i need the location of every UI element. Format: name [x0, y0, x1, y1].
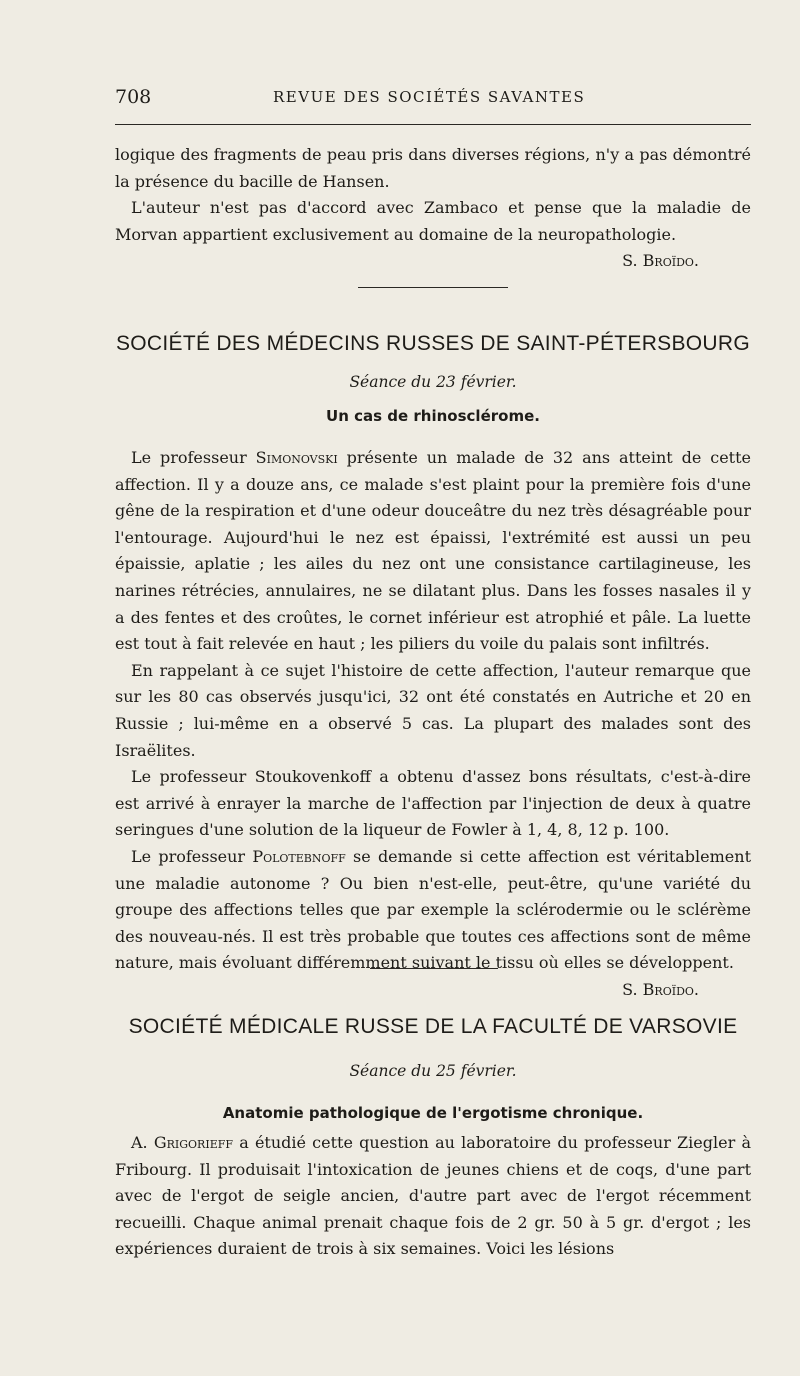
- intro-paragraph-1: logique des fragments de peau pris dans diverses régions, n'y a pas démontré la présence du bacille de Hansen.: [115, 145, 751, 191]
- section1-paragraph-2: En rappelant à ce sujet l'histoire de cette affection, l'auteur remarque que sur les 80 cas observés jusqu'ici, 32 ont été constatés en Autriche et 20 en Russie ; lui-même en a observé 5 cas. La plupart des malades sont des Israëlites.: [115, 660, 751, 760]
- section1-paragraph-1: Le professeur Simonovski présente un malade de 32 ans atteint de cette affection. Il y a douze ans, ce malade s'est plaint pour la première fois d'une gêne de la respiration et d'une odeur douceâtre du nez très désagréable pour l'entourage. Aujourd'hui le nez est épaissi, l'extrémité est aussi un peu épaissie, aplatie ; les ailes du nez ont une consistance cartilagineuse, les narines rétrécies, annulaires, ne se dilatant plus. Dans les fosses nasales il y a des fentes et des croûtes, le cornet inférieur est atrophié et pâle. La luette est tout à fait relevée en haut ; les piliers du voile du palais sont infiltrés.: [115, 448, 751, 654]
- running-title: REVUE DES SOCIÉTÉS SAVANTES: [273, 88, 586, 106]
- seance-date-1: Séance du 23 février.: [349, 373, 517, 391]
- page-header: [115, 80, 751, 116]
- author-name: A. Grigorieff: [131, 1133, 233, 1152]
- intro-text: [115, 142, 751, 275]
- seance-date-2: Séance du 25 février.: [349, 1062, 517, 1080]
- section-divider-2: [370, 968, 498, 969]
- section-divider-1: [358, 287, 508, 288]
- section1-text: [115, 445, 751, 1003]
- page-number: 708: [115, 86, 152, 108]
- society-title-2: SOCIÉTÉ MÉDICALE RUSSE DE LA FACULTÉ DE VARSOVIE: [128, 1015, 738, 1038]
- section2-text: [115, 1130, 751, 1263]
- section1-paragraph-4: Le professeur Polotebnoff se demande si cette affection est véritablement une maladie autonome ? Ou bien n'est-elle, peut-être, qu'une variété du groupe des affections telles que par exemple la sclérodermie ou le sclérème des nouveau-nés. Il est très probable que toutes ces affections sont de même nature, mais évoluant différemment suivant le tissu où elles se développent.: [115, 846, 751, 973]
- section2-paragraph-1: A. Grigorieff a étudié cette question au laboratoire du professeur Ziegler à Fribourg. Il produisait l'intoxication de jeunes chiens et de coqs, d'une part avec de l'ergot de seigle ancien, d'autre part avec de l'ergot récemment recueilli. Chaque animal prenait chaque fois de 2 gr. 50 à 5 gr. d'ergot ; les expériences duraient de trois à six semaines. Voici les lésions: [115, 1133, 751, 1259]
- section1-signature: S. Broïdo.: [622, 979, 699, 999]
- article-title-2: Anatomie pathologique de l'ergotisme chronique.: [222, 1104, 644, 1122]
- author-name: Polotebnoff: [252, 846, 346, 866]
- society-title-1: SOCIÉTÉ DES MÉDECINS RUSSES DE SAINT-PÉTERSBOURG: [115, 332, 750, 355]
- intro-signature: S. Broïdo.: [622, 251, 699, 271]
- section1-paragraph-3: Le professeur Stoukovenkoff a obtenu d'assez bons résultats, c'est-à-dire est arrivé à enrayer la marche de l'affection par l'injection de deux à quatre seringues d'une solution de la liqueur de Fowler à 1, 4, 8, 12 p. 100.: [115, 767, 751, 840]
- header-rule: [115, 124, 751, 125]
- article-title-1: Un cas de rhinosclérome.: [326, 407, 540, 425]
- author-name: Simonovski: [255, 448, 338, 467]
- intro-paragraph-2: L'auteur n'est pas d'accord avec Zambaco et pense que la maladie de Morvan appartient exclusivement au domaine de la neuropathologie.: [115, 198, 751, 244]
- page: [115, 80, 751, 1259]
